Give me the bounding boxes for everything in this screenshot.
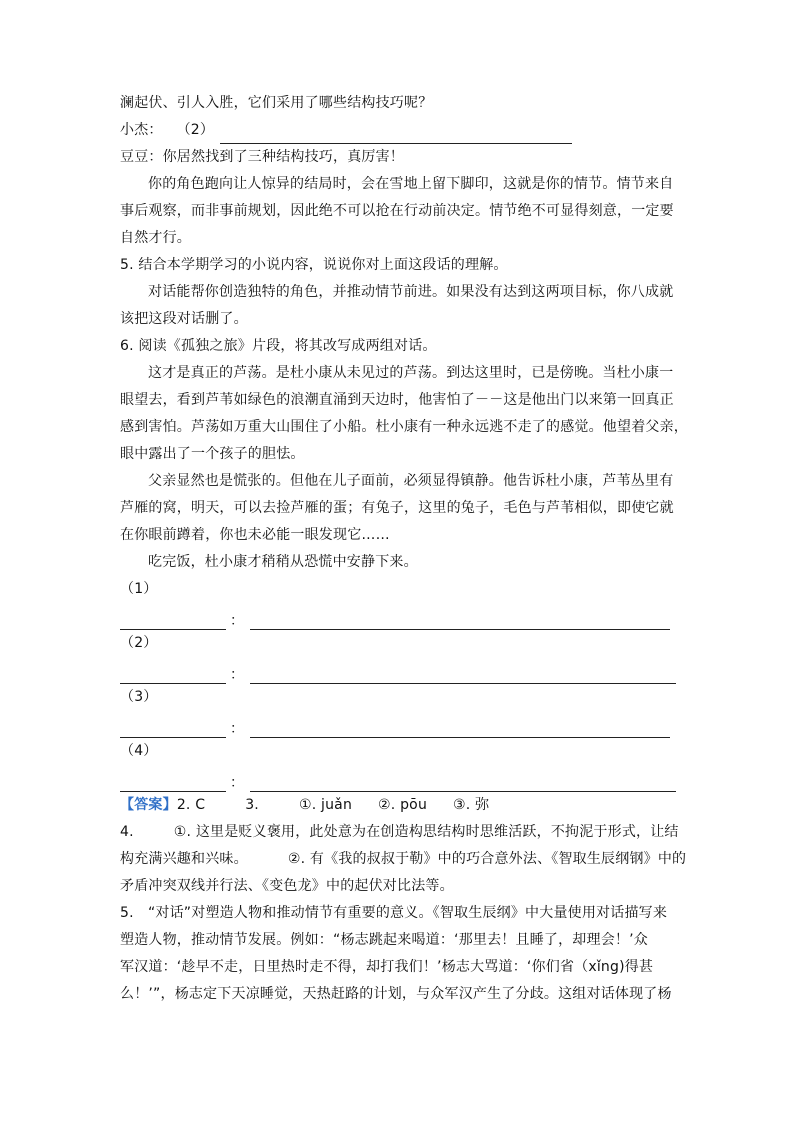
speech-blank[interactable] [250, 719, 670, 738]
dialogue-blank-1 [120, 603, 680, 630]
document-page [120, 90, 688, 1008]
answer-5-line: 么！’”，杨志定下天凉睡觉，天热赶路的计划，与众军汉产生了分歧。这组对话体现了杨 [120, 986, 672, 1002]
colon: ： [230, 613, 244, 629]
text-line: 澜起伏、引人入胜，它们采用了哪些结构技巧呢？ [120, 95, 433, 111]
blank-label-2: （2） [120, 635, 158, 651]
quote-line: 该把这段对话删了。 [120, 311, 248, 327]
passage-line: 在你眼前蹲着，你也未必能一眼发现它…… [120, 527, 390, 543]
passage-line: 芦雁的窝，明天，可以去捡芦雁的蛋；有兔子，这里的兔子，毛色与芦苇相似，即使它就 [120, 500, 674, 516]
answer-5-line: 塑造人物，推动情节发展。例如：“杨志跳起来喝道：‘那里去！且睡了，却理会！’众 [120, 932, 648, 948]
answer-tag: 【答案】 [120, 797, 177, 813]
quote-line: 你的角色跑向让人惊异的结局时，会在雪地上留下脚印，这就是你的情节。情节来自 [148, 176, 674, 192]
colon: ： [230, 721, 244, 737]
answer-5-line: 5. “对话”对塑造人物和推动情节有重要的意义。《智取生辰纲》中大量使用对话描写来 [120, 905, 668, 921]
answer-line-xiaojie [120, 117, 680, 144]
item-number: （2） [176, 122, 215, 138]
answer-3-1: ①. juǎn [298, 797, 353, 813]
text-line: 豆豆：你居然找到了三种结构技巧，真厉害！ [120, 149, 404, 165]
answer-4-text: ②. 有《我的叔叔于勒》中的巧合意外法、《智取生辰纲钢》中的 [287, 851, 687, 867]
speaker-blank[interactable] [120, 665, 226, 684]
colon: ： [230, 775, 244, 791]
answer-3: 3. [245, 797, 259, 813]
answer-5-line: 军汉道：‘趁早不走，日里热时走不得，却打我们！’杨志大骂道：‘你们省（xǐng)得甚 [120, 959, 654, 975]
passage-line: 这才是真正的芦荡。是杜小康从未见过的芦荡。到达这里时，已是傍晚。当杜小康一 [148, 365, 674, 381]
speech-blank[interactable] [250, 665, 676, 684]
answer-4-line-3: 矛盾冲突双线并行法、《变色龙》中的起伏对比法等。 [120, 878, 454, 894]
answer-4-text: 构充满兴趣和兴味。 [120, 851, 248, 867]
speaker-blank[interactable] [120, 773, 226, 792]
answer-4-line-2 [120, 846, 687, 873]
fill-blank[interactable] [220, 125, 572, 144]
speaker-blank[interactable] [120, 611, 226, 630]
passage-line: 感到害怕。芦荡如万重大山围住了小船。杜小康有一种永远逃不走了的感觉。他望着父亲， [120, 419, 688, 435]
speech-blank[interactable] [250, 611, 670, 630]
passage-line: 眼望去，看到芦苇如绿色的浪潮直涌到天边时，他害怕了－－这是他出门以来第一回真正 [120, 392, 674, 408]
dialogue-blank-2 [120, 657, 680, 684]
answer-2: 2. C [176, 797, 206, 813]
quote-line: 事后观察，而非事前规划，因此绝不可以抢在行动前决定。情节绝不可显得刻意，一定要 [120, 203, 674, 219]
blank-label-4: （4） [120, 743, 158, 759]
answer-4-number: 4. [120, 824, 134, 840]
answer-4-line-1 [120, 819, 680, 846]
speech-blank[interactable] [250, 773, 676, 792]
answer-4-text: ①. 这里是贬义褒用，此处意为在创造构思结构时思维活跃，不拘泥于形式，让结 [173, 824, 679, 840]
colon: ： [230, 667, 244, 683]
question-5: 5. 结合本学期学习的小说内容，说说你对上面这段话的理解。 [120, 257, 508, 273]
quote-line: 对话能帮你创造独特的角色，并推动情节前进。如果没有达到这两项目标，你八成就 [148, 284, 674, 300]
question-6: 6. 阅读《孤独之旅》片段，将其改写成两组对话。 [120, 338, 437, 354]
passage-line: 眼中露出了一个孩子的胆怯。 [120, 446, 305, 462]
blank-label-1: （1） [120, 581, 158, 597]
passage-line: 吃完饭，杜小康才稍稍从恐慌中安静下来。 [148, 554, 418, 570]
answer-3-3: ③. 弥 [453, 797, 490, 813]
answer-line [120, 792, 680, 819]
dialogue-blank-3 [120, 711, 680, 738]
speaker-blank[interactable] [120, 719, 226, 738]
passage-line: 父亲显然也是慌张的。但他在儿子面前，必须显得镇静。他告诉杜小康，芦苇丛里有 [148, 473, 674, 489]
answer-3-2: ②. pōu [378, 797, 428, 813]
dialogue-blank-4 [120, 765, 680, 792]
speaker-label: 小杰： [120, 122, 163, 138]
blank-label-3: （3） [120, 689, 158, 705]
quote-line: 自然才行。 [120, 230, 191, 246]
